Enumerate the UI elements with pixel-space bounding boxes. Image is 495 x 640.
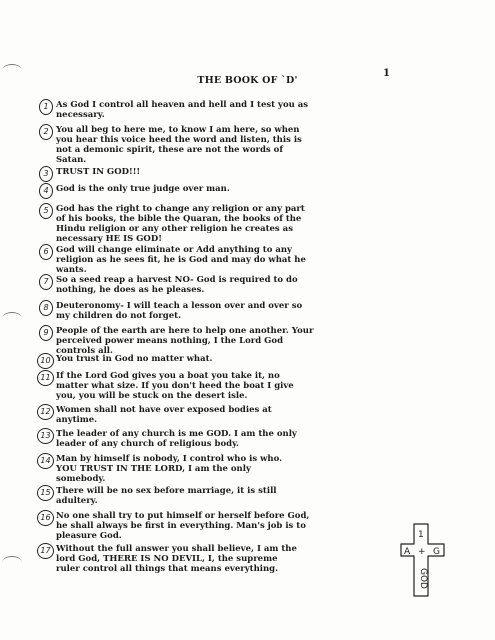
item-line: ruler control all things that means everything. <box>56 564 279 574</box>
item-line: necessary HE IS GOD! <box>56 234 162 244</box>
item-line: religion as he sees fit, he is God and may do what he <box>56 255 306 265</box>
item-line: you, you will be stuck on the desert isle. <box>56 391 248 401</box>
item-line: Man by himself is nobody, I control who is who. <box>56 454 283 464</box>
item-line: leader of any church of religious body. <box>56 439 240 449</box>
item-line: necessary. <box>56 110 105 120</box>
item-line: God will change eliminate or Add anything to any <box>56 245 292 255</box>
item-number-circle: 11 <box>37 370 54 386</box>
cross-left-text: A <box>404 547 411 557</box>
item-number-circle: 17 <box>37 543 54 559</box>
item-line: The leader of any church is me GOD. I am the only <box>56 429 297 439</box>
item-number-circle: 8 <box>39 300 53 316</box>
item-line: Without the full answer you shall believe, I am the <box>56 544 297 554</box>
item-line: controls all. <box>56 346 113 356</box>
item-text <box>56 371 396 401</box>
item-text <box>56 301 396 321</box>
item-number-circle: 15 <box>37 485 54 501</box>
item-text <box>56 275 396 295</box>
item-line: pleasure God. <box>56 531 122 541</box>
item-line: YOU TRUST IN THE LORD, I am the only <box>56 464 251 474</box>
item-line: wants. <box>56 265 87 275</box>
hand-drawn-cross-icon <box>398 520 448 600</box>
item-line: You trust in God no matter what. <box>56 354 213 364</box>
item-text <box>56 354 396 364</box>
item-line: You all beg to here me, to know I am here, so when <box>56 125 300 135</box>
item-line: nothing, he does as he pleases. <box>56 285 205 295</box>
binder-hole <box>2 556 22 569</box>
item-line: my children do not forget. <box>56 311 182 321</box>
item-number-circle: 4 <box>39 183 53 199</box>
item-line: anytime. <box>56 415 98 425</box>
item-line: perceived power means nothing, I the Lord God <box>56 336 284 346</box>
page-number: 1 <box>383 68 390 79</box>
item-line: As God I control all heaven and hell and I test you as <box>56 100 309 110</box>
item-text <box>56 167 396 177</box>
item-line: adultery. <box>56 496 98 506</box>
item-line: No one shall try to put himself or herself before God, <box>56 511 310 521</box>
document-title: THE BOOK OF `D' <box>197 75 298 86</box>
item-text <box>56 326 396 356</box>
item-line: lord God, THERE IS NO DEVIL, I, the supreme <box>56 554 278 564</box>
item-line: God is the only true judge over man. <box>56 184 230 194</box>
item-line: There will be no sex before marriage, it is still <box>56 486 277 496</box>
item-line: God has the right to change any religion or any part <box>56 204 305 214</box>
item-line: TRUST IN GOD!!! <box>56 167 141 177</box>
item-number-circle: 6 <box>39 244 53 260</box>
item-number-circle: 14 <box>37 453 54 469</box>
item-line: Women shall not have over exposed bodies at <box>56 405 272 415</box>
item-text <box>56 100 396 120</box>
item-number-circle: 5 <box>39 203 53 219</box>
item-number-circle: 16 <box>37 510 54 526</box>
item-line: you hear this voice heed the word and listen, this is <box>56 135 302 145</box>
item-line: not a demonic spirit, these are not the words of <box>56 145 283 155</box>
item-text <box>56 125 396 165</box>
item-line: of his books, the bible the Quaran, the books of the <box>56 214 302 224</box>
item-text <box>56 429 396 449</box>
item-number-circle: 2 <box>39 124 53 140</box>
item-text <box>56 511 396 541</box>
item-number-circle: 7 <box>39 274 53 290</box>
item-text <box>56 544 396 574</box>
item-number-circle: 12 <box>37 404 54 420</box>
item-line: If the Lord God gives you a boat you take it, no <box>56 371 280 381</box>
item-line: People of the earth are here to help one another. Your <box>56 326 314 336</box>
binder-hole <box>2 312 22 325</box>
item-number-circle: 10 <box>37 353 54 369</box>
item-text <box>56 184 396 194</box>
item-line: somebody. <box>56 474 106 484</box>
cross-right-text: G <box>433 547 440 557</box>
item-number-circle: 9 <box>39 325 53 341</box>
item-text <box>56 486 396 506</box>
item-text <box>56 405 396 425</box>
cross-bottom-text: GOD <box>418 568 428 589</box>
item-text <box>56 204 396 244</box>
cross-center-text: + <box>418 547 426 557</box>
item-text <box>56 454 396 484</box>
item-number-circle: 3 <box>39 166 53 182</box>
item-text <box>56 245 396 275</box>
item-number-circle: 13 <box>37 428 54 444</box>
item-line: Deuteronomy- I will teach a lesson over and over so <box>56 301 303 311</box>
item-number-circle: 1 <box>39 99 53 115</box>
item-line: matter what size. If you don't heed the boat I give <box>56 381 294 391</box>
item-line: Hindu religion or any other religion he creates as <box>56 224 293 234</box>
cross-top-text: 1 <box>418 530 424 540</box>
item-line: So a seed reap a harvest NO- God is required to do <box>56 275 298 285</box>
item-line: Satan. <box>56 155 87 165</box>
item-line: he shall always be first in everything. Man's job is to <box>56 521 306 531</box>
